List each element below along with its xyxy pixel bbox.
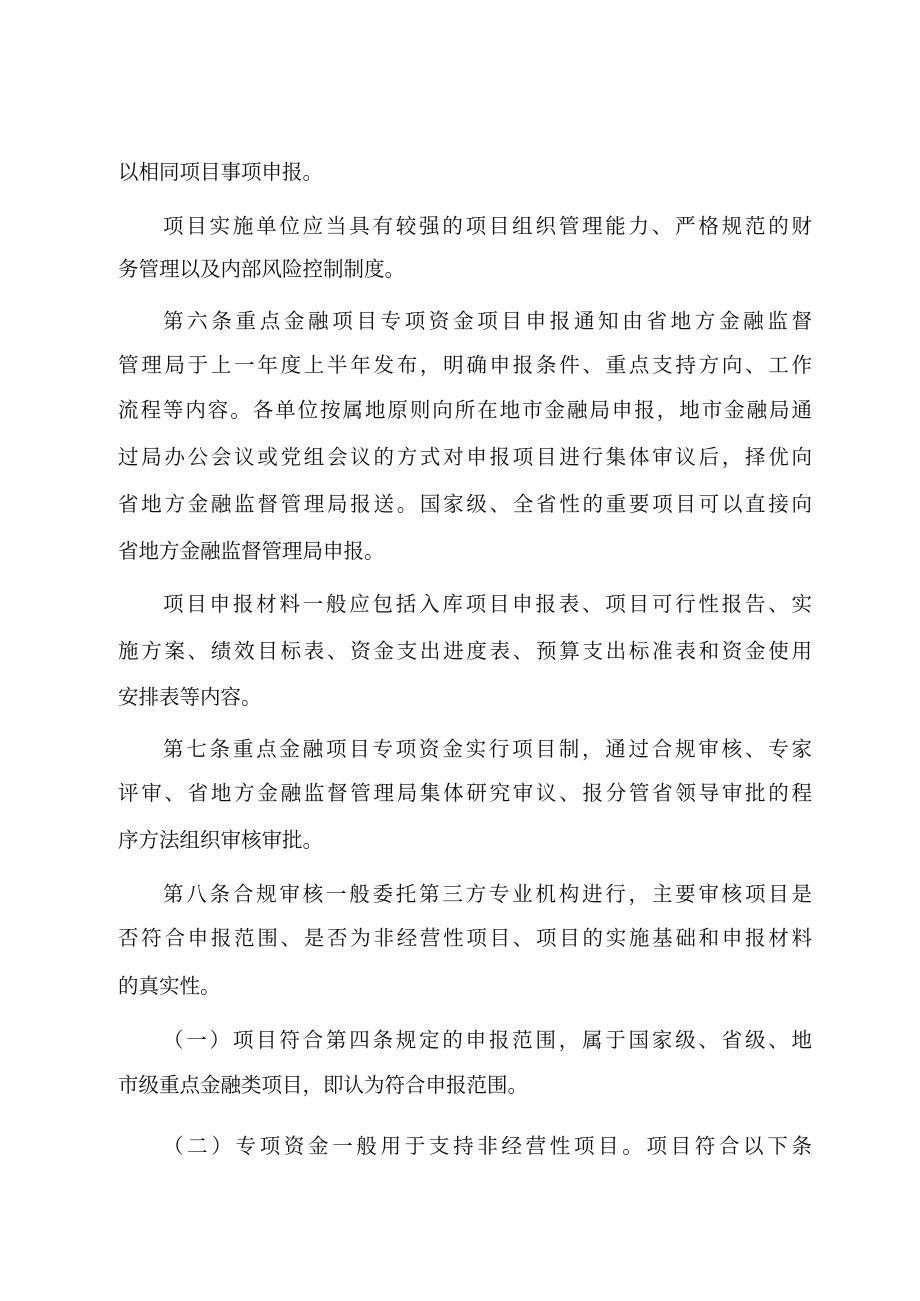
text-line: 第七条重点金融项目专项资金实行项目制，通过合规审核、专家 [163,737,812,761]
text-line: 第八条合规审核一般委托第三方专业机构进行，主要审核项目是 [163,882,812,906]
text-line: 流程等内容。各单位按属地原则向所在地市金融局申报，地市金融局通 [118,398,812,422]
text-line: 务管理以及内部风险控制制度。 [118,257,405,281]
text-line: 第六条重点金融项目专项资金项目申报通知由省地方金融监督 [163,309,812,333]
text-line: 以相同项目事项申报。 [118,160,323,184]
text-line: 省地方金融监督管理局申报。 [118,539,385,563]
text-line: 评审、省地方金融监督管理局集体研究审议、报分管省领导审批的程 [118,781,812,805]
text-line: 项目实施单位应当具有较强的项目组织管理能力、严格规范的财 [163,214,812,238]
text-line: 序方法组织审核审批。 [118,828,323,852]
text-line: 安排表等内容。 [118,685,262,709]
text-line: 过局办公会议或党组会议的方式对申报项目进行集体审议后，择优向 [118,445,812,469]
text-line: 施方案、绩效目标表、资金支出进度表、预算支出标准表和资金使用 [118,639,812,663]
text-line: 市级重点金融类项目，即认为符合申报范围。 [118,1073,528,1097]
text-line: 管理局于上一年度上半年发布，明确申报条件、重点支持方向、工作 [118,353,812,377]
text-line: 否符合申报范围、是否为非经营性项目、项目的实施基础和申报材料 [118,926,812,950]
text-line: 的真实性。 [118,974,221,998]
text-line: （一）项目符合第四条规定的申报范围，属于国家级、省级、地 [163,1028,812,1052]
text-line: 省地方金融监督管理局报送。国家级、全省性的重要项目可以直接向 [118,492,812,516]
text-line: 项目申报材料一般应包括入库项目申报表、项目可行性报告、实 [163,592,812,616]
text-line: （二）专项资金一般用于支持非经营性项目。项目符合以下条 [163,1134,812,1158]
